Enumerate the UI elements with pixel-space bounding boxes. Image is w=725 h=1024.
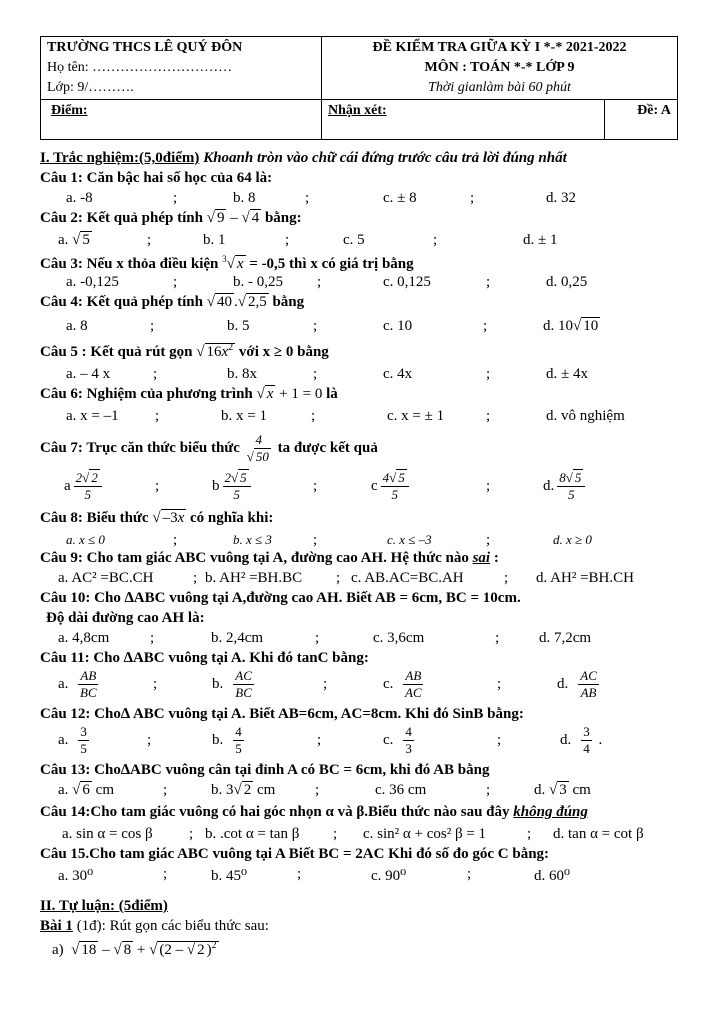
q11-option-c[interactable]: c. $\frac{AB}{AC}$ xyxy=(383,668,422,700)
q2-option-b[interactable]: b. 1 xyxy=(203,232,226,248)
q8-text-end: có nghĩa khi: xyxy=(190,510,274,526)
time-limit: Thời gianlàm bài 60 phút xyxy=(428,80,571,95)
part1-title: I. Trắc nghiệm:(5,0điểm) xyxy=(40,150,200,166)
question-8: Câu 8: Biểu thức √ –3x có nghĩa khi: xyxy=(40,510,274,526)
q1-option-b[interactable]: b. 8 xyxy=(233,190,256,206)
question-15: Câu 15.Cho tam giác ABC vuông tại A Biết BC = 2AC Khi đó số đo góc C bằng: xyxy=(40,846,550,862)
q8-option-b[interactable]: b. x ≤ 3 xyxy=(233,532,272,547)
q12-option-a[interactable]: a. $\frac{3}{5}$ xyxy=(58,724,87,756)
question-6: Câu 6: Nghiệm của phương trình √ x + 1 = 0 là xyxy=(40,386,338,402)
q11-option-a[interactable]: a. $\frac{AB}{BC}$ xyxy=(58,668,97,700)
bai1-item-a: a) √ 18 – √ 8 + √ (2 – √ 2 )$^2$ xyxy=(52,940,217,958)
q13-option-a[interactable]: a. √ 6 cm xyxy=(58,782,114,798)
q11-option-b[interactable]: b. $\frac{AC}{BC}$ xyxy=(212,668,252,700)
q3-option-b[interactable]: b. - 0,25 xyxy=(233,274,283,290)
q6-text-end: là xyxy=(326,386,338,402)
comment-cell xyxy=(322,100,605,140)
q10-option-b[interactable]: b. 2,4cm xyxy=(211,630,264,646)
q3-text-end: = -0,5 thì x có giá trị bằng xyxy=(249,256,414,272)
q4-option-b[interactable]: b. 5 xyxy=(227,318,250,334)
q8-text: Câu 8: Biểu thức xyxy=(40,510,149,526)
exam-code: Đề: A xyxy=(637,103,671,118)
question-10: Câu 10: Cho ∆ABC vuông tại A,đường cao AH. Biết AB = 6cm, BC = 10cm. xyxy=(40,590,521,606)
q14-option-b[interactable]: b. .cot α = tan β xyxy=(205,826,300,842)
q5-text-end: với x ≥ 0 bằng xyxy=(238,344,329,360)
q9-option-c[interactable]: c. AB.AC=BC.AH xyxy=(351,570,464,586)
question-1: Câu 1: Căn bậc hai số học của 64 là: xyxy=(40,170,273,186)
q6-option-d[interactable]: d. vô nghiệm xyxy=(546,408,625,424)
subject: MÔN : TOÁN *-* LỚP 9 xyxy=(424,60,575,75)
q13-option-c[interactable]: c. 36 cm xyxy=(375,782,427,798)
q12-option-b[interactable]: b. $\frac{4}{5}$ xyxy=(212,724,242,756)
q5-option-b[interactable]: b. 8x xyxy=(227,366,257,382)
q14-text: Câu 14:Cho tam giác vuông có hai góc nhọn α và β.Biểu thức nào sau đây xyxy=(40,804,510,820)
q2-option-c[interactable]: c. 5 xyxy=(343,232,365,248)
q5-text: Câu 5 : Kết quả rút gọn xyxy=(40,344,193,360)
q7-option-b[interactable]: b $\frac{2√ 5}{5}$ xyxy=(212,470,254,503)
q9-option-d[interactable]: d. AH² =BH.CH xyxy=(536,570,634,586)
q6-option-c[interactable]: c. x = ± 1 xyxy=(387,408,445,424)
q15-option-c[interactable]: c. 90⁰ xyxy=(371,868,407,884)
q10-option-d[interactable]: d. 7,2cm xyxy=(539,630,592,646)
q6-option-b[interactable]: b. x = 1 xyxy=(221,408,267,424)
q6-option-a[interactable]: a. x = –1 xyxy=(66,408,119,424)
q5-option-d[interactable]: d. ± 4x xyxy=(546,366,588,382)
question-7: Câu 7: Trục căn thức biểu thức $\frac{4}{√ 50}$ ta được kết quả xyxy=(40,432,378,464)
q2-text: Câu 2: Kết quả phép tính xyxy=(40,210,203,226)
q4-text-end: bằng xyxy=(272,294,305,310)
q3-text: Câu 3: Nếu x thỏa điều kiện xyxy=(40,256,219,272)
question-10-line2: Độ dài đường cao AH là: xyxy=(46,610,205,626)
question-5: Câu 5 : Kết quả rút gọn √ $16x^2$ với x ≥ 0 bằng xyxy=(40,342,329,360)
comment-label: Nhận xét: xyxy=(328,103,387,118)
q10-option-a[interactable]: a. 4,8cm xyxy=(58,630,110,646)
q2-text-end: bằng: xyxy=(264,210,302,226)
q2-option-a[interactable]: a. √ 5 xyxy=(58,232,90,248)
class-field: Lớp: 9/………. xyxy=(47,80,134,95)
q9-text: Câu 9: Cho tam giác ABC vuông tại A, đường cao AH. Hệ thức nào xyxy=(40,550,469,566)
q1-option-d[interactable]: d. 32 xyxy=(546,190,576,206)
q9-keyword: sai xyxy=(472,550,491,566)
q14-option-a[interactable]: a. sin α = cos β xyxy=(62,826,153,842)
q4-option-a[interactable]: a. 8 xyxy=(66,318,88,334)
q14-option-c[interactable]: c. sin² α + cos² β = 1 xyxy=(363,826,487,842)
question-3: Câu 3: Nếu x thỏa điều kiện $^3$√ x = -0,5 thì x có giá trị bằng xyxy=(40,254,414,272)
student-info-cell xyxy=(41,37,322,100)
q8-option-d[interactable]: d. x ≥ 0 xyxy=(553,532,592,547)
q7-option-a[interactable]: a $\frac{2√ 2}{5}$ xyxy=(64,470,105,503)
score-label: Điểm: xyxy=(51,103,88,118)
question-12: Câu 12: Cho∆ ABC vuông tại A. Biết AB=6cm, AC=8cm. Khi đó SinB bằng: xyxy=(40,706,524,722)
q3-option-c[interactable]: c. 0,125 xyxy=(383,274,431,290)
q13-option-d[interactable]: d. √ 3 cm xyxy=(534,782,591,798)
part1-heading xyxy=(40,150,567,167)
q5-option-a[interactable]: a. – 4 x xyxy=(66,366,111,382)
q8-option-c[interactable]: c. x ≤ –3 xyxy=(387,532,432,547)
question-2: Câu 2: Kết quả phép tính √ 9 – √ 4 bằng: xyxy=(40,210,302,226)
q15-option-b[interactable]: b. 45⁰ xyxy=(211,868,248,884)
q14-option-d[interactable]: d. tan α = cot β xyxy=(553,826,644,842)
score-cell xyxy=(41,100,322,140)
q1-option-c[interactable]: c. ± 8 xyxy=(383,190,417,206)
exam-header xyxy=(40,36,678,140)
q13-option-b[interactable]: b. 3√ 2 cm xyxy=(211,782,276,798)
q8-option-a[interactable]: a. x ≤ 0 xyxy=(66,532,105,547)
q2-option-d[interactable]: d. ± 1 xyxy=(523,232,558,248)
q4-text: Câu 4: Kết quả phép tính xyxy=(40,294,203,310)
q12-option-c[interactable]: c. $\frac{4}{3}$ xyxy=(383,724,412,756)
q11-option-d[interactable]: d. $\frac{AC}{AB}$ xyxy=(557,668,597,700)
q7-text: Câu 7: Trục căn thức biểu thức xyxy=(40,439,240,456)
q12-option-d[interactable]: d. $\frac{3}{4}$ . xyxy=(560,724,603,756)
exam-title: ĐỀ KIỂM TRA GIỮA KỲ I *-* 2021-2022 xyxy=(372,40,627,55)
q14-keyword: không đúng xyxy=(513,804,588,820)
q7-option-c[interactable]: c $\frac{4√ 5}{5}$ xyxy=(371,470,412,503)
part2-title: II. Tự luận: (5điểm) xyxy=(40,898,168,914)
q10-option-c[interactable]: c. 3,6cm xyxy=(373,630,425,646)
q3-option-d[interactable]: d. 0,25 xyxy=(546,274,588,290)
q15-option-a[interactable]: a. 30⁰ xyxy=(58,868,94,884)
name-field: Họ tên: ………………………… xyxy=(47,60,233,75)
exam-code-cell xyxy=(605,100,678,140)
question-9: Câu 9: Cho tam giác ABC vuông tại A, đường cao AH. Hệ thức nào sai : xyxy=(40,550,499,566)
q1-option-a[interactable]: a. -8 xyxy=(66,190,93,206)
q15-option-d[interactable]: d. 60⁰ xyxy=(534,868,571,884)
q9-option-a[interactable]: a. AC² =BC.CH xyxy=(58,570,154,586)
exam-info-cell xyxy=(322,37,678,100)
q9-option-b[interactable]: b. AH² =BH.BC xyxy=(205,570,303,586)
q3-option-a[interactable]: a. -0,125 xyxy=(66,274,119,290)
school-name: TRƯỜNG THCS LÊ QUÝ ĐÔN xyxy=(47,40,243,55)
question-14 xyxy=(40,804,588,821)
q6-text: Câu 6: Nghiệm của phương trình xyxy=(40,386,253,402)
q7-text-end: ta được kết quả xyxy=(277,439,378,456)
q4-option-c[interactable]: c. 10 xyxy=(383,318,413,334)
question-4: Câu 4: Kết quả phép tính √ 40 .√ 2,5 bằng xyxy=(40,294,305,310)
question-13: Câu 13: Cho∆ABC vuông cân tại đỉnh A có BC = 6cm, khi đó AB bằng xyxy=(40,762,490,778)
q5-option-c[interactable]: c. 4x xyxy=(383,366,413,382)
exam-page: TRƯỜNG THCS LÊ QUÝ ĐÔN Họ tên: ………………………… Lớp: 9/………. ĐỀ KIỂM TRA GIỮA KỲ I *-* 2021-2022 MÔN : TOÁN *-* LỚP 9 Thời gianlàm bài 60 phút Điểm: Nhận xét: Đề: A I. Trắc nghiệm:(5,0điểm) Khoanh tròn vào chữ cái đứng trước câu trả lời đúng nhất Câu 1: Căn bậc hai số học của 64 là: a. -8 ; b. 8 ; c. ± 8 ; d. 32 Câu 2: Kết quả phép tính √ 9 – √ 4 bằng: a. √ 5 ; b. 1 ; c. 5 ; d. ± 1 Câu 3: Nếu x thỏa điều kiện $^3$√ x = -0,5 thì x có giá trị bằng a. -0,125 ; b. - 0,25 ; c. 0,125 ; d. 0,25 Câu 4: Kết quả phép tính √ 40 .√ 2,5 bằng a. 8 ; b. 5 ; c. 10 ; d. 10√ 10 Câu 5 : Kết quả rút gọn √ $16x^2$ với x ≥ 0 bằng a. – 4 x ; b. 8x ; c. 4x ; d. ± 4x Câu 6: Nghiệm của phương trình √ x + 1 = 0 là a. x = –1 ; b. x = 1 ; c. x = ± 1 ; d. vô nghiệm Câu 7: Trục căn thức biểu thức $\frac{4}{√ 50}$ ta được kết quả a $\frac{2√ 2}{5}$ ; b $\frac{2√ 5}{5}$ ; c $\frac{4√ 5}{5}$ ; d. $\frac{8√ 5}{5}$ Câu 8: Biểu thức √ –3x có nghĩa khi: a. x ≤ 0 ; b. x ≤ 3 ; c. x ≤ –3 ; d. x ≥ 0 Câu 9: Cho tam giác ABC vuông tại A, đường cao AH. Hệ thức nào sai : a. AC² =BC.CH ; b. AH² =BH.BC ; c. AB.AC=BC.AH ; d. AH² =BH.CH Câu 10: Cho ∆ABC vuông tại A,đường cao AH. Biết AB = 6cm, BC = 10cm. Độ dài đường cao AH là: a. 4,8cm ; b. 2,4cm ; c. 3,6cm ; d. 7,2cm Câu 11: Cho ∆ABC vuông tại A. Khi đó tanC bằng: a. $\frac{AB}{BC}$ ; b. $\frac{AC}{BC}$ ; c. $\frac{AB}{AC}$ ; d. $\frac{AC}{AB}$ Câu 12: Cho∆ ABC vuông tại A. Biết AB=6cm, AC=8cm. Khi đó SinB bằng: a. $\frac{3}{5}$ ; b. $\frac{4}{5}$ ; c. $\frac{4}{3}$ ; d. $\frac{3}{4}$ . Câu 13: Cho∆ABC vuông cân tại đỉnh A có BC = 6cm, khi đó AB bằng a. √ 6 cm ; b. 3√ 2 cm ; c. 36 cm ; d. √ 3 cm Câu 14:Cho tam giác vuông có hai góc nhọn α và β.Biểu thức nào sau đây không đúng a. sin α = cos β ; b. .cot α = tan β ; c. sin² α + cos² β = 1 ; d. tan α = cot β Câu 15.Cho tam giác ABC vuông tại A Biết BC = 2AC Khi đó số đo góc C bằng: a. 30⁰ ; b. 45⁰ ; c. 90⁰ ; d. 60⁰ II. Tự luận: (5điểm) Bài 1 (1đ): Rút gọn các biểu thức sau: a) √ 18 – √ 8 + √ (2 – √ 2 )$^2$ xyxy=(0,0,725,1024)
bai1-heading: Bài 1 (1đ): Rút gọn các biểu thức sau: xyxy=(40,918,269,934)
q4-option-d[interactable]: d. 10√ 10 xyxy=(543,318,599,334)
question-11: Câu 11: Cho ∆ABC vuông tại A. Khi đó tanC bằng: xyxy=(40,650,369,666)
q7-option-d[interactable]: d. $\frac{8√ 5}{5}$ xyxy=(543,470,588,503)
part1-instruction: Khoanh tròn vào chữ cái đứng trước câu trả lời đúng nhất xyxy=(203,150,567,166)
